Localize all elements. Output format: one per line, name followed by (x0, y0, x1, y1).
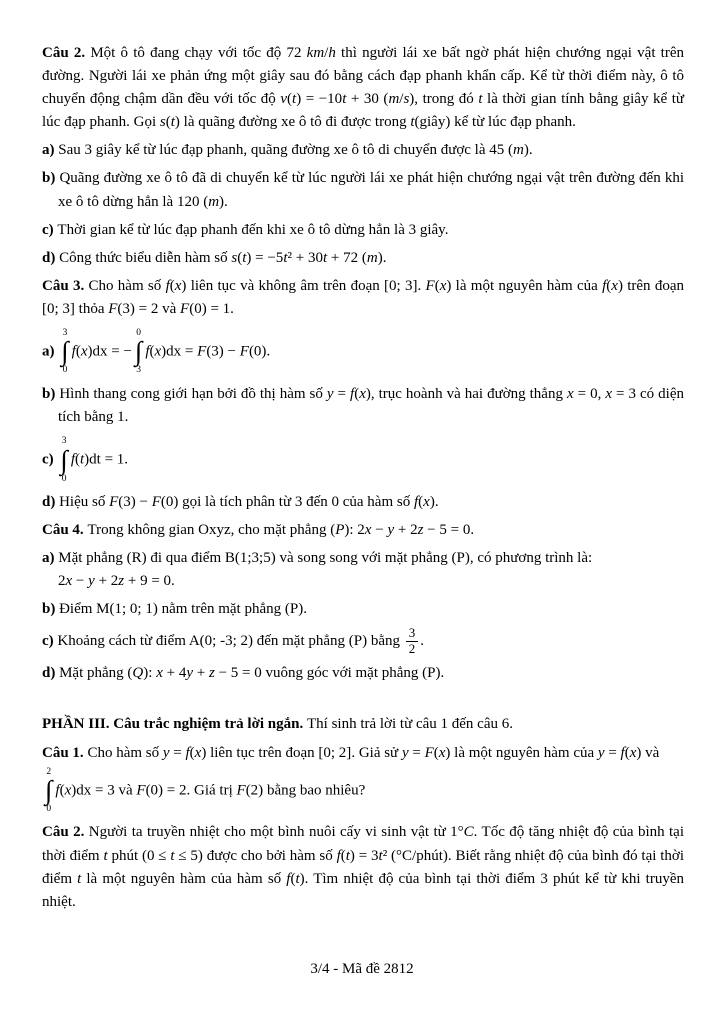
math-run: s(t) (159, 114, 180, 131)
text-run: Quãng đường xe ô tô đã di chuyển kể từ lúc người lái xe phát hiện chướng ngại vật trên đường đến khi xe ô tô dừng hẳn là (58, 170, 685, 210)
document-body (42, 42, 684, 919)
text-run: . (528, 142, 533, 159)
math-run: s(t) = −5t² + 30t + 72 (m) (231, 249, 383, 266)
text-run: thỏa (74, 300, 109, 317)
text-run: . (382, 249, 387, 266)
cau-2-item-c (42, 219, 684, 242)
text-run: Điểm M(1; 0; 1) nằm trên mặt phẳng (P). (59, 601, 307, 618)
text-run: Mặt phẳng (R) đi qua điểm B(1;3;5) và song song với mặt phẳng (P), có phương trình là: (58, 550, 593, 567)
text-run: được cho bởi hàm số (202, 847, 337, 864)
text-run: . (417, 277, 426, 294)
math-run: f(t) = 3t² (336, 847, 388, 864)
p3-cau-1 (42, 742, 684, 817)
text-run: . (224, 193, 228, 210)
cau-4-item-a (42, 547, 684, 593)
math-run: (Q): x + 4y + z − 5 = 0 (127, 665, 262, 682)
integral-lower-limit: 0 (62, 365, 68, 376)
math-run: F(3) = 2 (108, 300, 159, 317)
math-run: t (410, 114, 415, 131)
bold-run: b) (42, 601, 60, 618)
math-run: f(x) (602, 277, 623, 294)
math-run: t (103, 847, 108, 864)
text-run: , trục hoành và hai đường thẳng (370, 385, 567, 402)
cau-4-intro (42, 519, 684, 542)
math-run: [0; 3] (42, 300, 75, 317)
text-run: Hình thang cong giới hạn bởi đồ thị hàm số (59, 385, 327, 402)
bold-run: d) (42, 493, 60, 510)
text-run: Cho hàm số (88, 277, 166, 294)
bold-run: d) (42, 665, 60, 682)
integral-lower-limit: 0 (46, 804, 52, 815)
math-run: y = f(x) (326, 385, 371, 402)
math-run: f(x)dx = 3 (55, 781, 115, 798)
text-run: Thời gian kể từ lúc đạp phanh đến khi xe ô tô dừng hẳn là 3 giây. (57, 221, 449, 238)
bold-run: c) (42, 633, 58, 650)
math-run: 1°C (450, 824, 474, 841)
cau-3-intro (42, 275, 684, 321)
text-run: là quãng đường xe ô tô đi được trong (179, 114, 411, 131)
math-run: f(x) (413, 493, 435, 510)
text-run: . (434, 493, 439, 510)
text-run: thì người lái xe bất ngờ phát hiện chướng ngại vật trên đường. Người lái xe phản ứng một giây sau đó bằng cách đạp phanh khẩn cấp. Kể từ thời điểm này, ô tô chuyển động chậm dần đều với tốc độ (42, 45, 684, 108)
text-run: Sau 3 giây kể từ lúc đạp phanh, quãng đường xe ô tô di chuyển được là (58, 142, 490, 159)
text-run: có diện tích bằng 1. (58, 385, 684, 425)
text-run: . Giả sử (351, 744, 402, 761)
integral-sign-icon: ∫ (45, 775, 53, 806)
text-run: . (171, 573, 175, 590)
bold-run: d) (42, 249, 60, 266)
text-run: và (114, 781, 137, 798)
bold-run: Câu 2. (42, 45, 91, 61)
text-run: và (641, 744, 660, 761)
math-run: [0; 2] (318, 744, 352, 761)
text-run: Thí sinh trả lời từ câu 1 đến câu 6. (306, 716, 513, 733)
text-run: là một nguyên hàm của hàm số (81, 870, 287, 887)
bold-run: c) (42, 221, 58, 238)
text-run: . (124, 451, 129, 468)
text-run: (°C/phút). Biết rằng nhiệt độ của bình đó tại thời điểm (42, 847, 685, 887)
text-run: là một nguyên hàm của (450, 744, 598, 761)
fraction-denominator: 2 (408, 641, 416, 657)
text-run: . (470, 522, 475, 539)
cau-4-item-b (42, 598, 684, 621)
cau-3-item-c (42, 434, 684, 486)
text-run: gọi là tích phân từ 3 đến 0 của hàm số (178, 493, 414, 510)
integral (133, 328, 144, 376)
math-run: 2x − y + 2z + 9 = 0 (58, 573, 172, 590)
page-footer: 3/4 - Mã đề 2812 (310, 961, 414, 977)
math-run: (0 ≤ t ≤ 5) (141, 847, 203, 864)
math-run: y = f(x) (597, 744, 642, 761)
cau-3-item-b (42, 383, 684, 429)
math-run: t (478, 91, 483, 108)
text-run: Khoảng cách từ điểm A(0; -3; 2) đến mặt phẳng (P) bằng (57, 633, 404, 650)
text-run: trên đoạn (622, 277, 684, 294)
text-run: Mặt phẳng (59, 665, 128, 682)
text-run: Công thức biểu diễn hàm số (59, 249, 232, 266)
text-run: Hiệu số (59, 493, 110, 510)
text-run: vuông góc với mặt phẳng (P). (261, 665, 445, 682)
integral (43, 767, 54, 815)
fraction-numerator: 3 (406, 626, 419, 642)
text-run: , trong đó (414, 91, 479, 108)
text-run: . (266, 343, 271, 360)
text-run: là một nguyên hàm của (451, 277, 603, 294)
integral (59, 328, 70, 376)
text-run: phút (107, 847, 142, 864)
cau-2-item-d (42, 247, 684, 270)
text-run: Người ta truyền nhiệt cho một bình nuôi cấy vi sinh vật từ (88, 824, 451, 841)
text-run: . (420, 633, 425, 650)
bold-run: Câu 2. (42, 824, 89, 841)
math-run: f(t) (286, 870, 305, 887)
text-run: Một ô tô đang chạy với tốc độ (90, 45, 287, 61)
math-run: v(t) = −10t + 30 (m/s) (280, 91, 415, 108)
text-run: . Giá trị (186, 781, 237, 798)
text-run: Trong không gian Oxyz, cho mặt phẳng (87, 522, 331, 539)
math-run: 120 (m) (176, 193, 225, 210)
integral-upper-limit: 0 (136, 328, 141, 339)
p3-cau-2 (42, 821, 684, 913)
integral-lower-limit: 0 (61, 473, 67, 484)
math-run: [0; 3] (384, 277, 418, 294)
phan-iii-heading (42, 713, 684, 736)
math-run: f(x)dx = F(3) − F(0) (145, 343, 267, 360)
bold-run: b) (42, 385, 60, 402)
text-run: liên tục và không âm trên đoạn (186, 277, 385, 294)
text-run: Cho hàm số (87, 744, 163, 761)
math-run: f(x) (165, 277, 187, 294)
integral-sign-icon: ∫ (60, 444, 68, 475)
text-run: . Tìm nhiệt độ của bình tại thời điểm 3 phút kể từ khi truyền nhiệt. (42, 870, 684, 910)
math-run: 72 km/h (286, 45, 336, 61)
math-run: F(x) (425, 277, 452, 294)
text-run: là thời gian tính bằng giây kể từ lúc đạp phanh. Gọi (42, 91, 684, 131)
math-run: y = F(x) (401, 744, 451, 761)
bold-run: Câu 4. (42, 522, 88, 539)
integral-sign-icon: ∫ (134, 336, 143, 367)
cau-2-item-a (42, 139, 684, 162)
fraction (406, 626, 419, 657)
cau-3-item-a (42, 326, 684, 378)
cau-2-intro (42, 42, 684, 134)
text-run: bằng bao nhiêu? (263, 781, 366, 798)
math-run: F(2) (236, 781, 264, 798)
bold-run: a) (42, 142, 59, 159)
bold-run: c) (42, 451, 58, 468)
cau-3-item-d (42, 491, 684, 514)
math-run: (P): 2x − y + 2z − 5 = 0 (330, 522, 471, 539)
bold-run: Câu 3. (42, 277, 89, 294)
integral-upper-limit: 2 (46, 766, 52, 777)
bold-run: a) (42, 550, 59, 567)
text-run: liên tục trên đoạn (206, 744, 319, 761)
text-run: và (158, 300, 181, 317)
text-run: . Tốc độ tăng nhiệt độ của bình tại thời điểm (42, 824, 685, 864)
math-run: F(0) = 1 (180, 300, 231, 317)
cau-4-item-c (42, 626, 684, 657)
text-run: . (230, 300, 234, 317)
integral-lower-limit: 3 (136, 365, 141, 376)
bold-run: a) (42, 343, 59, 360)
integral (58, 436, 69, 484)
bold-run: b) (42, 170, 60, 187)
cau-2-item-b (42, 167, 684, 213)
math-run: y = f(x) (162, 744, 207, 761)
text-run: (giây) kể từ lúc đạp phanh. (414, 114, 576, 131)
math-run: x = 0, x = 3 (566, 385, 636, 402)
integral-sign-icon: ∫ (61, 336, 69, 367)
math-run: f(t)dt = 1 (70, 451, 125, 468)
math-run: f(x)dx = − (71, 343, 132, 360)
math-run: F(3) − F(0) (109, 493, 179, 510)
integral-upper-limit: 3 (61, 436, 67, 447)
math-run: t (77, 870, 82, 887)
integral-upper-limit: 3 (62, 328, 68, 339)
cau-4-item-d (42, 662, 684, 685)
bold-run: PHẦN III. Câu trắc nghiệm trả lời ngắn. (42, 716, 307, 733)
bold-run: Câu 1. (42, 744, 88, 761)
math-run: 45 (m) (489, 142, 529, 159)
math-run: F(0) = 2 (136, 781, 187, 798)
